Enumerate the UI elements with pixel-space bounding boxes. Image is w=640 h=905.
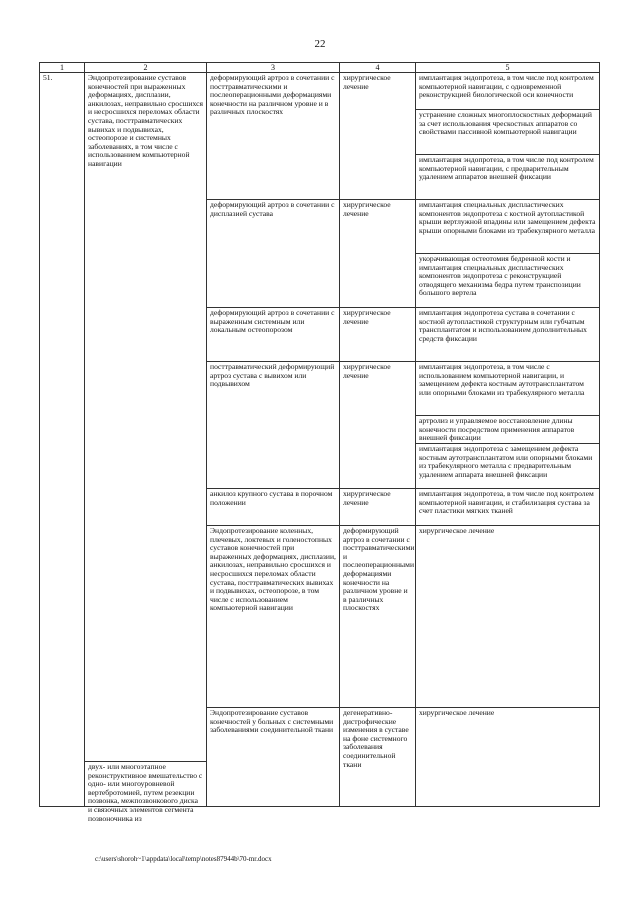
method-cell: двух- или многоэтапное реконструктивное вмешательство с одно- или многоуровневой вертебротомией, путем резекции позвонка, межпозвонкового диска и связочных элементов сегмента позвоночника из	[85, 762, 207, 807]
method-cell: имплантация эндопротеза с замещением дефекта костным аутотрансплантатом или опорными блоками из трабекулярного металла с предварительным удалением аппарата внешней фиксации	[416, 444, 600, 489]
treatment-cell: хирургическое лечение	[340, 489, 416, 526]
condition-cell: дегенеративно-дистрофические изменения в суставе на фоне системного заболевания соединительной ткани	[340, 708, 416, 807]
treatment-cell: хирургическое лечение	[340, 200, 416, 308]
condition-cell: посттравматический деформирующий артроз сустава с вывихом или подвывихом	[207, 362, 340, 489]
treatment-cell: хирургическое лечение	[416, 526, 600, 708]
procedures-table	[39, 62, 600, 823]
group-name: Эндопротезирование коленных, плечевых, локтевых и голеностопных суставов конечностей при выраженных деформациях, дисплазии, анкилозах, неправильно сросшихся и несросшихся переломах области сустава, посттравматических вывихах и подвывихах, остеопорозе, в том числе с использованием компьютерной навигации	[207, 526, 340, 708]
treatment-cell: хирургическое лечение	[340, 308, 416, 362]
method-cell: имплантация специальных диспластических компонентов эндопротеза с костной аутопластикой крыши вертлужной впадины или замещением дефекта крыши опорными блоками из трабекулярного металла	[416, 200, 600, 254]
method-cell: устранение сложных многоплоскостных деформаций за счет использования чрескостных аппаратов со свойствами пассивной компьютерной навигации	[416, 110, 600, 155]
col-header-5: 5	[416, 63, 600, 73]
col-header-4: 4	[340, 63, 416, 73]
group-name: Эндопротезирование суставов конечностей при выраженных деформациях, дисплазии, анкилозах, неправильно сросшихся и несросшихся переломах области сустава, посттравматических вывихах и подвывихах, остеопорозе и системных заболеваниях, в том числе с использованием компьютерной навигации	[85, 73, 207, 762]
table-header-row	[40, 63, 600, 73]
method-cell: имплантация эндопротеза, в том числе под контролем компьютерной навигации, с предварительным удалением аппаратов внешней фиксации	[416, 155, 600, 200]
method-cell: имплантация эндопротеза сустава в сочетании с костной аутопластикой структурным или губчатым трансплантатом и использованием дополнительных средств фиксации	[416, 308, 600, 362]
treatment-cell: хирургическое лечение	[340, 362, 416, 489]
method-cell: имплантация эндопротеза, в том числе под контролем компьютерной навигации, с одновременной реконструкцией биологической оси конечности	[416, 73, 600, 110]
col-header-1: 1	[40, 63, 85, 73]
condition-cell: анкилоз крупного сустава в порочном положении	[207, 489, 340, 526]
condition-cell: деформирующий артроз в сочетании с дисплазией сустава	[207, 200, 340, 308]
row-number: 51.	[40, 73, 85, 807]
condition-cell: деформирующий артроз в сочетании с посттравматическими и послеоперационными деформациями конечности на различном уровне и в различных плоскостях	[340, 526, 416, 708]
group-name: Эндопротезирование суставов конечностей у больных с системными заболеваниями соединительной ткани	[207, 708, 340, 807]
col-header-2: 2	[85, 63, 207, 73]
method-cell: артролиз и управляемое восстановление длины конечности посредством применения аппаратов внешней фиксации	[416, 416, 600, 444]
method-cell: имплантация эндопротеза, в том числе под контролем компьютерной навигации, и стабилизация сустава за счет пластики мягких тканей	[416, 489, 600, 526]
treatment-cell: хирургическое лечение	[340, 73, 416, 200]
table-row	[40, 73, 600, 110]
condition-cell: деформирующий артроз в сочетании с посттравматическими и послеоперационными деформациями конечности на различном уровне и в различных плоскостях	[207, 73, 340, 200]
condition-cell: деформирующий артроз в сочетании с выраженным системным или локальным остеопорозом	[207, 308, 340, 362]
method-cell: укорачивающая остеотомия бедренной кости и имплантация специальных диспластических компонентов эндопротеза с реконструкцией отводящего механизма бедра путем транспозиции большого вертела	[416, 254, 600, 308]
col-header-3: 3	[207, 63, 340, 73]
file-path-footer: c:\users\shoroh~1\appdata\local\temp\notes87944b\70-mr.docx	[95, 855, 272, 863]
page-number: 22	[314, 38, 326, 50]
treatment-cell: хирургическое лечение	[416, 708, 600, 807]
method-cell: имплантация эндопротеза, в том числе с использованием компьютерной навигации, и замещением дефекта костным аутотрансплантатом или опорными блоками из трабекулярного металла	[416, 362, 600, 416]
